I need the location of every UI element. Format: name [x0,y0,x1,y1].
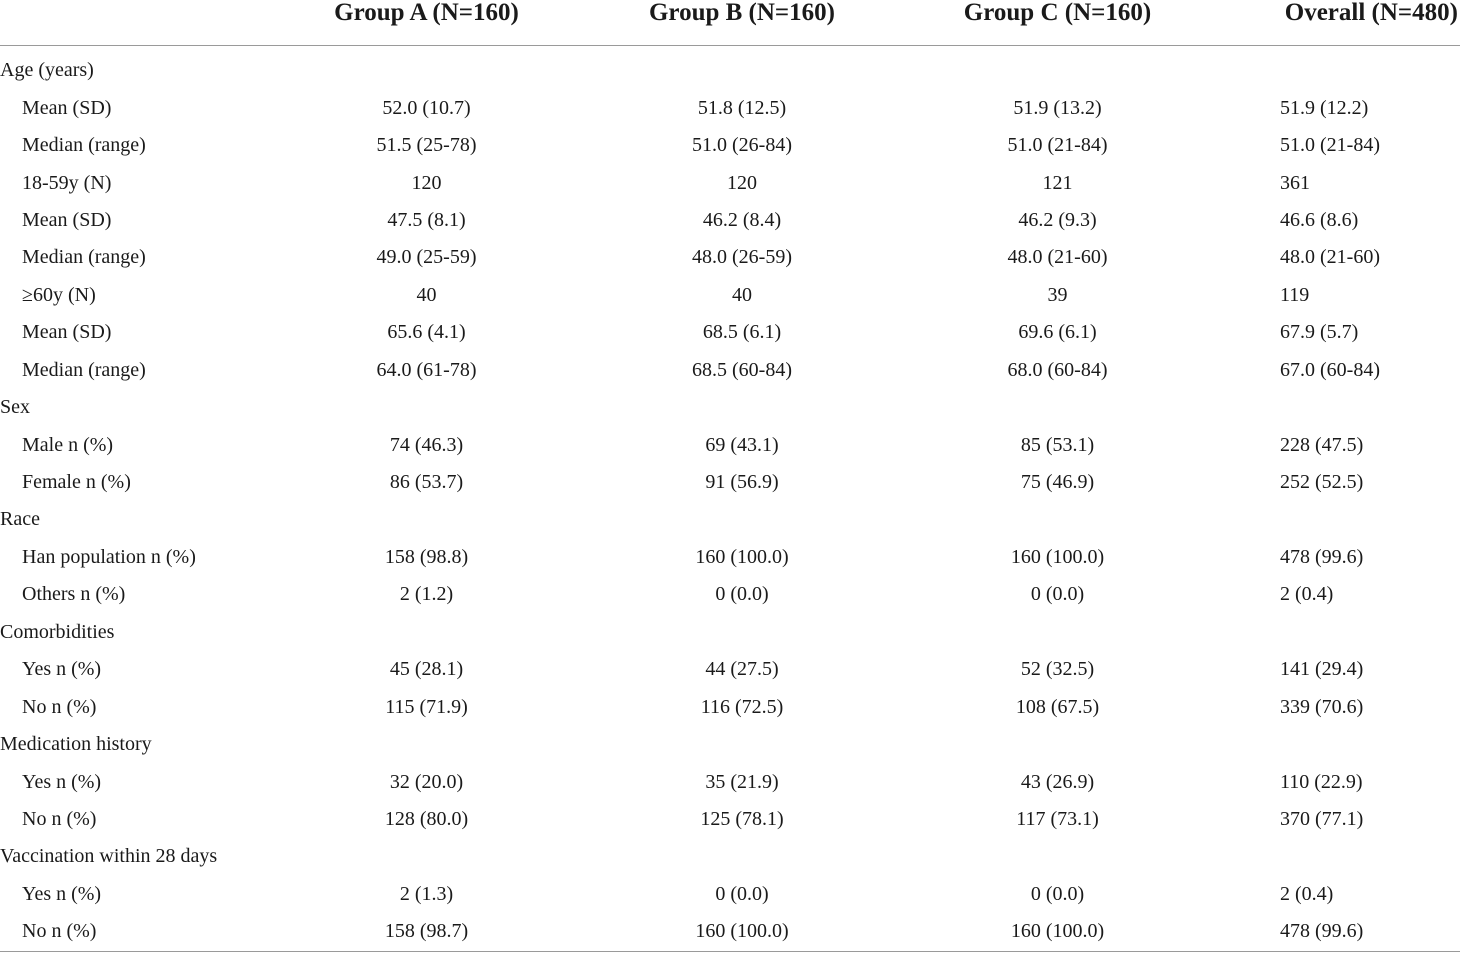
row-label: Median (range) [22,358,146,381]
section-row [0,614,1460,651]
cell-group-b: 0 (0.0) [715,583,769,606]
row-label: 18-59y (N) [22,171,112,194]
cell-overall [1214,838,1460,875]
cell-group-b: 40 [732,283,752,306]
cell-overall: 141 (29.4) [1280,658,1364,681]
cell-overall: 2 (0.4) [1280,882,1334,905]
row-label: No n (%) [22,807,97,830]
row-label: Yes n (%) [22,658,102,681]
cell-group-a [270,726,583,763]
cell-group-b: 91 (56.9) [705,471,779,494]
cell-group-c: 0 (0.0) [1030,583,1085,606]
cell-group-b [583,726,901,763]
table-row [0,651,1460,688]
cell-group-a: 65.6 (4.1) [387,321,466,344]
header-cell-group-b: Group B (N=160) [583,0,901,46]
row-label: Others n (%) [22,583,126,606]
section-label: Comorbidities [0,620,115,643]
cell-group-b: 116 (72.5) [700,695,784,718]
row-label: No n (%) [0,913,270,951]
section-row [0,838,1460,875]
cell-group-c: 39 [1047,283,1068,306]
cell-group-b [583,838,901,875]
cell-group-c [901,614,1214,651]
cell-group-a: 86 (53.7) [389,471,464,494]
row-label: ≥60y (N) [22,283,96,306]
cell-overall: 370 (77.1) [1280,807,1364,830]
table-row [0,202,1460,239]
cell-group-b [583,614,901,651]
cell-overall [1214,389,1460,426]
cell-group-c [901,389,1214,426]
table-row [0,314,1460,351]
cell-group-a: 45 (28.1) [389,658,464,681]
table-row [0,763,1460,800]
header-cell-group-a: Group A (N=160) [270,0,583,46]
cell-group-c [901,726,1214,763]
cell-group-a: 74 (46.3) [389,433,464,456]
cell-group-a: 158 (98.8) [384,545,469,568]
table-row [0,876,1460,913]
cell-overall: 51.9 (12.2) [1280,96,1369,119]
cell-group-b [583,501,901,538]
cell-group-b: 68.5 (6.1) [702,321,782,344]
cell-group-c: 108 (67.5) [1015,695,1100,718]
cell-group-a: 52.0 (10.7) [382,96,471,119]
cell-overall: 339 (70.6) [1280,695,1364,718]
cell-overall: 119 [1280,283,1310,306]
cell-group-a: 2 (1.2) [399,583,454,606]
section-label: Vaccination within 28 days [0,845,218,868]
section-row [0,389,1460,426]
cell-group-a: 49.0 (25-59) [376,246,477,269]
cell-overall: 110 (22.9) [1280,770,1363,793]
cell-group-c: 43 (26.9) [1020,770,1095,793]
cell-group-b: 120 [727,171,757,194]
cell-group-b: 160 (100.0) [583,913,901,951]
table-row [0,352,1460,389]
cell-group-a [270,501,583,538]
cell-overall: 51.0 (21-84) [1280,134,1380,157]
table-row [0,426,1460,463]
section-row [0,46,1460,90]
row-label: Male n (%) [22,433,114,456]
cell-group-c: 69.6 (6.1) [1018,321,1097,344]
cell-overall: 478 (99.6) [1280,545,1364,568]
cell-group-c: 121 [1042,171,1073,194]
cell-group-a: 115 (71.9) [385,695,468,718]
table-row [0,277,1460,314]
table-row [0,576,1460,613]
table-row [0,913,1460,951]
cell-group-a: 64.0 (61-78) [376,358,477,381]
cell-group-a: 47.5 (8.1) [387,208,466,231]
cell-overall: 67.9 (5.7) [1280,321,1359,344]
header-cell-characteristic [0,0,270,46]
cell-group-a: 2 (1.3) [399,882,454,905]
cell-group-b: 48.0 (26-59) [692,246,792,269]
cell-group-a: 32 (20.0) [389,770,464,793]
cell-overall: 252 (52.5) [1280,471,1364,494]
cell-group-a: 51.5 (25-78) [376,134,477,157]
cell-group-c [901,46,1214,90]
cell-overall [1214,726,1460,763]
cell-group-c: 85 (53.1) [1020,433,1095,456]
row-label: Mean (SD) [22,208,112,231]
table-header [0,0,1460,46]
section-label: Sex [0,396,30,419]
cell-group-c: 48.0 (21-60) [1007,246,1108,269]
header-cell-group-c: Group C (N=160) [901,0,1214,46]
cell-group-b: 125 (78.1) [700,807,784,830]
cell-group-a: 40 [416,283,437,306]
cell-overall [1214,501,1460,538]
table-row [0,464,1460,501]
table-row [0,239,1460,276]
cell-group-c: 51.9 (13.2) [1013,96,1102,119]
cell-group-c: 52 (32.5) [1020,658,1095,681]
header-cell-overall: Overall (N=480) [1214,0,1460,46]
cell-group-c: 160 (100.0) [901,913,1214,951]
cell-group-b: 44 (27.5) [705,658,779,681]
row-label: Yes n (%) [22,770,102,793]
table-body [0,46,1460,952]
cell-overall: 48.0 (21-60) [1280,246,1380,269]
cell-group-b [583,389,901,426]
cell-overall: 2 (0.4) [1280,583,1334,606]
cell-group-a: 128 (80.0) [384,807,469,830]
cell-group-b: 160 (100.0) [695,545,789,568]
cell-group-b: 68.5 (60-84) [692,358,792,381]
section-row [0,726,1460,763]
cell-group-b: 35 (21.9) [705,770,779,793]
section-label: Age (years) [0,59,94,82]
header-row [0,0,1460,46]
cell-group-b: 51.0 (26-84) [692,134,792,157]
row-label: Median (range) [22,134,146,157]
cell-group-c [901,501,1214,538]
table-row [0,539,1460,576]
cell-group-c: 68.0 (60-84) [1007,358,1108,381]
row-label: Han population n (%) [22,545,196,568]
table-row [0,89,1460,126]
row-label: Mean (SD) [22,321,112,344]
cell-group-c: 160 (100.0) [1010,545,1105,568]
row-label: Mean (SD) [22,96,112,119]
cell-group-b: 69 (43.1) [705,433,779,456]
cell-group-c: 75 (46.9) [1020,471,1095,494]
row-label: No n (%) [22,695,97,718]
cell-group-b: 46.2 (8.4) [702,208,782,231]
section-row [0,501,1460,538]
cell-group-a: 120 [411,171,442,194]
cell-overall [1214,614,1460,651]
cell-group-a: 158 (98.7) [270,913,583,951]
cell-group-c: 51.0 (21-84) [1007,134,1108,157]
table-row [0,127,1460,164]
cell-group-a [270,838,583,875]
table-row [0,688,1460,725]
cell-overall: 478 (99.6) [1214,913,1460,951]
cell-group-a [270,614,583,651]
cell-overall [1214,46,1460,90]
cell-group-b: 51.8 (12.5) [697,96,787,119]
table-row [0,801,1460,838]
cell-group-c [901,838,1214,875]
cell-group-c: 0 (0.0) [1030,882,1085,905]
row-label: Female n (%) [22,471,131,494]
row-label: Yes n (%) [22,882,102,905]
cell-group-b: 0 (0.0) [715,882,769,905]
section-label: Medication history [0,733,152,756]
row-label: Median (range) [22,246,146,269]
cell-overall: 46.6 (8.6) [1280,208,1359,231]
section-label: Race [0,508,40,531]
cell-group-c: 46.2 (9.3) [1018,208,1097,231]
cell-group-b [583,46,901,90]
cell-overall: 67.0 (60-84) [1280,358,1380,381]
cell-overall: 228 (47.5) [1280,433,1364,456]
cell-overall: 361 [1280,171,1310,194]
cell-group-a [270,46,583,90]
cell-group-a [270,389,583,426]
table-row [0,164,1460,201]
cell-group-c: 117 (73.1) [1016,807,1099,830]
